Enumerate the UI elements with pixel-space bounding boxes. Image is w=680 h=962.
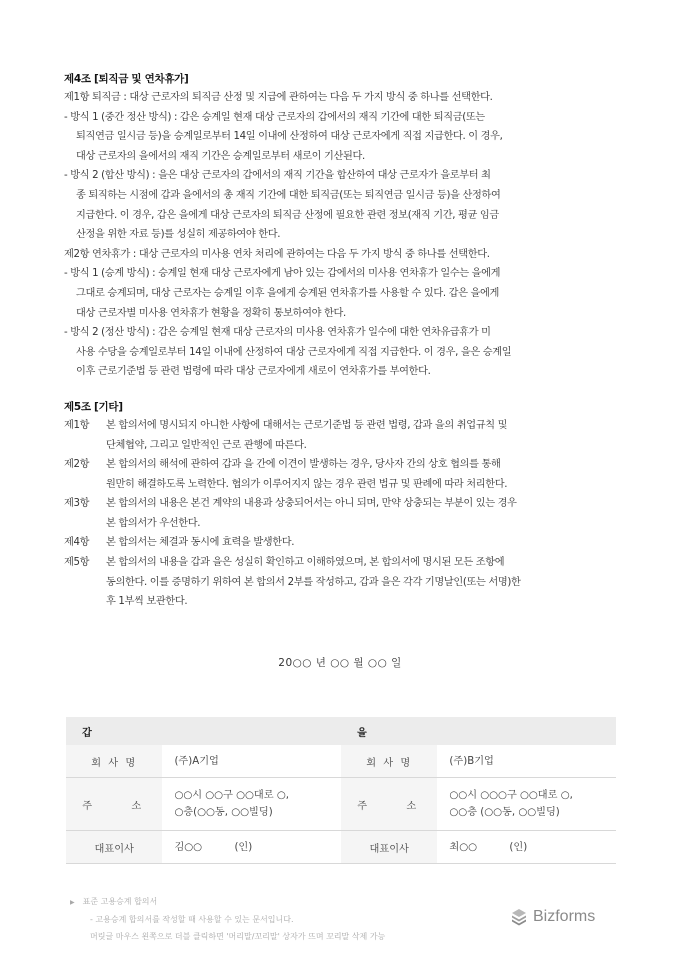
party-b-address [437,778,616,831]
party-b-ceo-label: 대표이사 [341,831,437,864]
party-a-ceo: 김○○ (인) [162,831,341,864]
party-a-ceo-label: 대표이사 [66,831,162,864]
clause-line: 본 합의서는 체결과 동시에 효력을 발생한다. [106,537,295,549]
article-5-clause-2 [64,455,620,494]
clause-line: 후 1부씩 보관한다. [106,596,188,608]
clause-line: 동의한다. 이를 증명하기 위하여 본 합의서 2부를 작성하고, 갑과 을은 각각 기명날인(또는 서명)한 [106,576,521,588]
art4-line: - 방식 1 (중간 정산 방식) : 갑은 승계일 현재 대상 근로자의 갑에서의 재직 기간에 대한 퇴직금(또는 [64,111,485,123]
article-4-title: 제4조 [퇴직금 및 연차휴가] [64,73,189,85]
article-5-title: 제5조 [기타] [64,400,123,413]
article-5-clause-5 [64,553,620,612]
art4-line: 제1항 퇴직금 : 대상 근로자의 퇴직금 산정 및 지급에 관하여는 다음 두 가지 방식 중 하나를 선택한다. [64,92,493,103]
party-a-company: (주)A기업 [162,745,341,778]
clause-line: 본 합의서의 해석에 관하여 갑과 을 간에 이견이 발생하는 경우, 당사자 간의 상호 협의를 통해 [106,459,501,471]
art4-line: 그대로 승계되며, 대상 근로자는 승계일 이후 을에게 승계된 연차휴가를 사용할 수 있다. 갑은 을에게 [76,287,499,299]
art4-line: 사용 수당을 승계일로부터 14일 이내에 산정하여 대상 근로자에게 직접 지급한다. 이 경우, 을은 승계일 [76,346,512,358]
art4-line: - 방식 2 (정산 방식) : 갑은 승계일 현재 대상 근로자의 미사용 연차휴가 일수에 대한 연차유급휴가 미 [64,327,491,339]
clause-line: 본 합의서가 우선한다. [106,517,201,529]
party-b-address-label: 주 소 [341,778,437,831]
art4-line: 대상 근로자별 미사용 연차휴가 현황을 정확히 통보하여야 한다. [76,307,346,319]
party-b-address-line1: ○○시 ○○○구 ○○대로 ○, [449,790,573,801]
party-b-company-label: 회 사 명 [341,745,437,778]
party-b-ceo: 최○○ (인) [437,831,616,864]
document-body [64,70,620,612]
triangle-bullet-icon: ▶ [70,899,75,906]
clause-line: 본 합의서의 내용을 갑과 을은 성실히 확인하고 이해하였으며, 본 합의서에 명시된 모든 조항에 [106,557,505,569]
party-a-header: 갑 [66,717,341,745]
party-b-header: 을 [341,717,616,745]
art4-line: 대상 근로자의 을에서의 재직 기간은 승계일로부터 새로이 기산된다. [76,150,365,162]
bizforms-logo-icon [510,908,528,926]
party-a-company-label: 회 사 명 [66,745,162,778]
art4-line: - 방식 2 (합산 방식) : 을은 대상 근로자의 갑에서의 재직 기간을 합산하여 대상 근로자가 을로부터 최 [64,170,491,182]
clause-line: 본 합의서의 내용은 본건 계약의 내용과 상충되어서는 아니 되며, 만약 상충되는 부분이 있는 경우 [106,498,517,510]
art4-line: 제2항 연차휴가 : 대상 근로자의 미사용 연차 처리에 관하여는 다음 두 가지 방식 중 하나를 선택한다. [64,248,490,260]
article-5-clause-3 [64,494,620,533]
signing-date: 20○○ 년 ○○ 월 ○○ 일 [278,657,402,669]
art4-line: 이후 근로기준법 등 관련 법령에 따라 대상 근로자에게 새로이 연차휴가를 부여한다. [76,366,431,378]
clause-line: 원만히 해결하도록 노력한다. 협의가 이루어지지 않는 경우 관련 법규 및 판례에 따라 처리한다. [106,478,508,490]
party-a-address-line2: ○층(○○동, ○○빌딩) [174,807,273,818]
clause-line: 본 합의서에 명시되지 아니한 사항에 대해서는 근로기준법 등 관련 법령, 갑과 을의 취업규칙 및 [106,419,508,431]
art4-line: 퇴직연금 일시금 등)을 승계일로부터 14일 이내에 산정하여 대상 근로자에게 직접 지급한다. 이 경우, [76,131,503,143]
footer-title: 표준 고용승계 합의서 [82,897,158,906]
party-b-company: (주)B기업 [437,745,616,778]
art4-line: 종 퇴직하는 시점에 갑과 을에서의 총 재직 기간에 대한 퇴직금(또는 퇴직연금 일시금 등)을 산정하여 [76,189,501,201]
signature-table [66,717,616,864]
article-5-clause-1 [64,416,620,455]
art4-line: 지급한다. 이 경우, 갑은 을에게 대상 근로자의 퇴직금 산정에 필요한 관련 정보(재직 기간, 평균 임금 [76,209,499,221]
clause-line: 단체협약, 그리고 일반적인 근로 관행에 따른다. [106,439,307,451]
clause-label: 제3항 [64,498,90,510]
party-a-address-label: 주 소 [66,778,162,831]
clause-label: 제4항 [64,537,90,549]
footer-line-1: - 고용승계 합의서를 작성할 때 사용할 수 있는 문서입니다. [90,915,294,924]
clause-label: 제1항 [64,419,90,431]
party-b-address-line2: ○○층 (○○동, ○○빌딩) [449,807,560,818]
party-a-address [162,778,341,831]
bizforms-brand: Bizforms [533,908,596,925]
art4-line: - 방식 1 (승계 방식) : 승계일 현재 대상 근로자에게 남아 있는 갑에서의 미사용 연차휴가 일수는 을에게 [64,268,501,280]
art4-line: 산정을 위한 자료 등)를 성실히 제공하여야 한다. [76,229,281,241]
party-a-address-line1: ○○시 ○○구 ○○대로 ○, [174,790,289,801]
footer-notes [70,893,385,945]
clause-label: 제2항 [64,459,90,471]
clause-label: 제5항 [64,557,90,569]
article-5-clause-4 [64,533,620,553]
bizforms-logo [510,908,595,926]
footer-line-2: 머릿글 마우스 왼쪽으로 더블 클릭하면 '머리말/꼬리말' 상자가 뜨며 꼬리말 삭제 가능 [90,932,386,941]
